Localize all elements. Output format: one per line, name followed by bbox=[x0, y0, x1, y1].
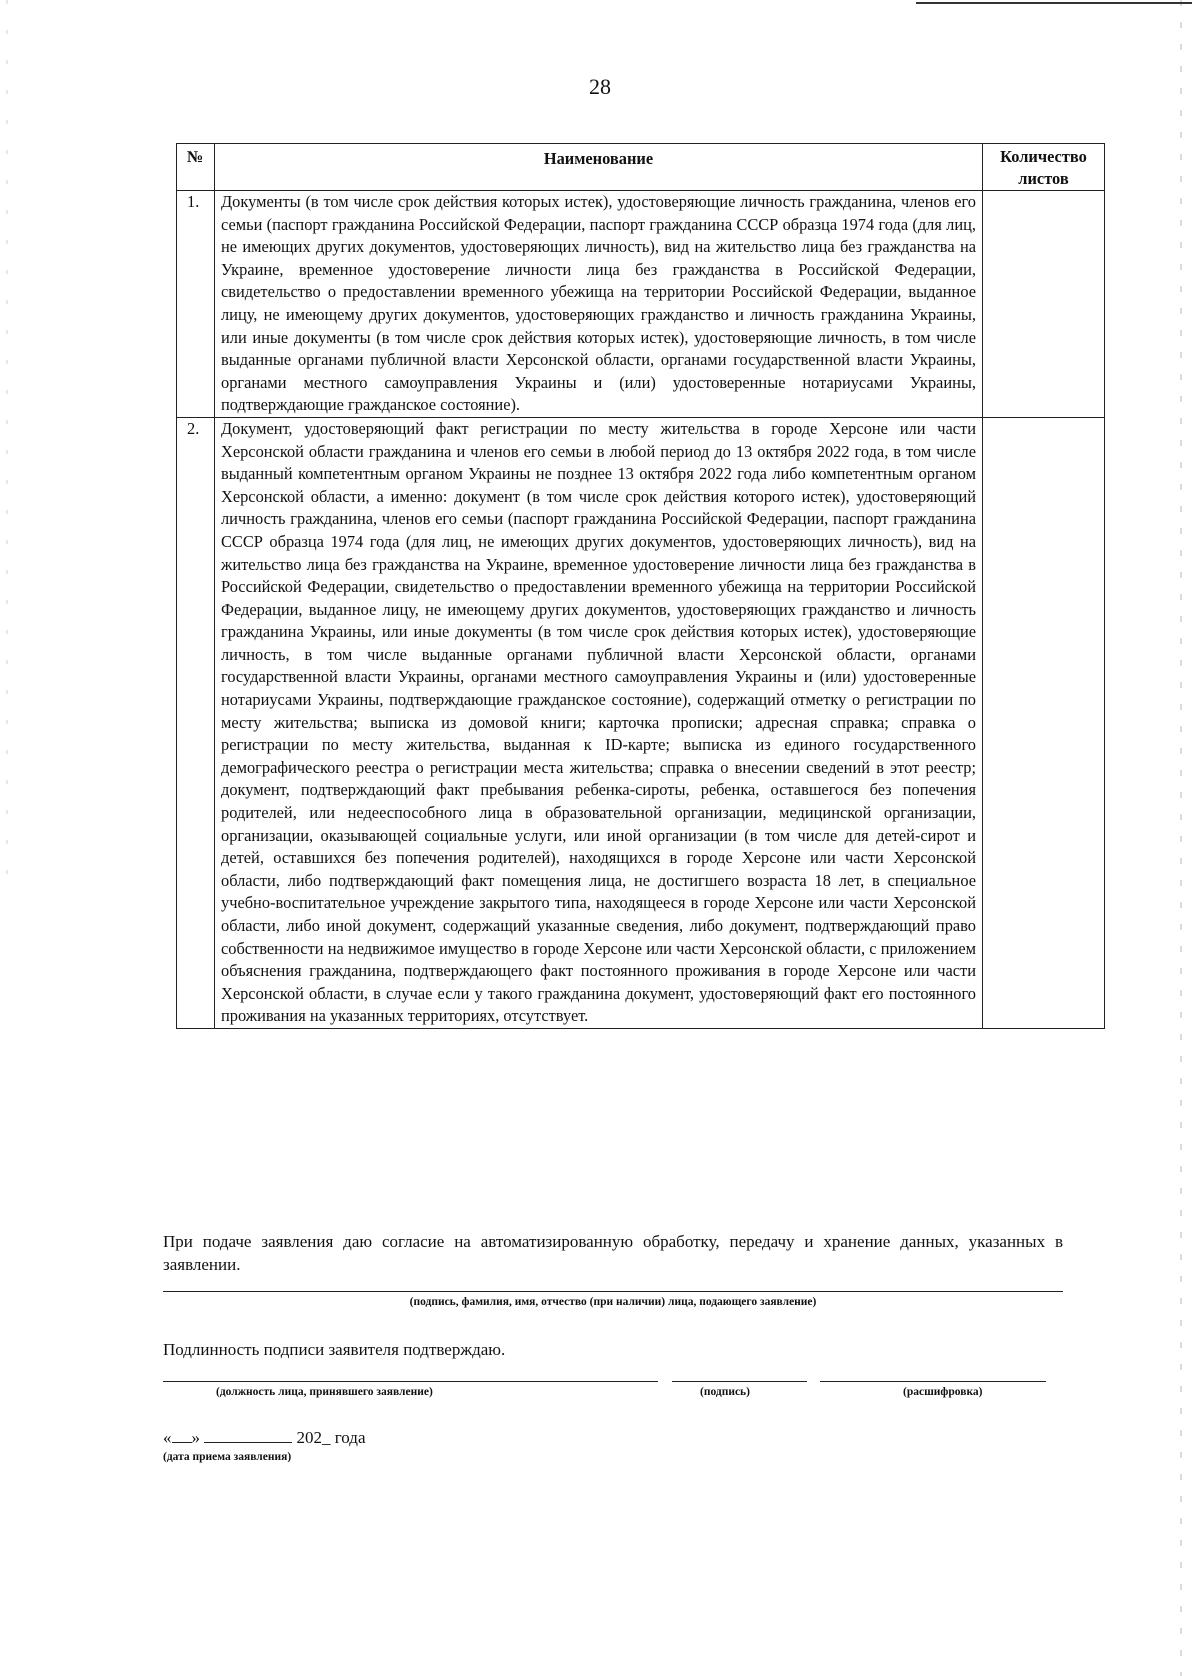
row-sheet-count[interactable] bbox=[983, 417, 1105, 1028]
decoding-line[interactable] bbox=[820, 1381, 1046, 1382]
signature-caption: (подпись) bbox=[700, 1386, 750, 1398]
date-year-text: 202_ года bbox=[296, 1428, 366, 1447]
applicant-signature-line[interactable] bbox=[163, 1291, 1063, 1292]
date-field bbox=[163, 1426, 366, 1448]
date-close-quote: » bbox=[191, 1428, 200, 1447]
row-number: 1. bbox=[177, 191, 215, 418]
applicant-signature-caption: (подпись, фамилия, имя, отчество (при наличии) лица, подающего заявление) bbox=[409, 1296, 817, 1308]
documents-table bbox=[176, 143, 1105, 1029]
day-blank[interactable] bbox=[172, 1426, 192, 1443]
signature-confirmation: Подлинность подписи заявителя подтверждаю. bbox=[163, 1340, 506, 1359]
header-name: Наименование bbox=[215, 144, 983, 191]
page-number: 28 bbox=[589, 74, 611, 99]
month-blank[interactable] bbox=[204, 1426, 292, 1443]
consent-statement: При подаче заявления даю согласие на автоматизированную обработку, передачу и хранение данных, указанных в заявлении. bbox=[163, 1232, 1063, 1274]
decoding-caption: (расшифровка) bbox=[903, 1386, 983, 1398]
date-caption: (дата приема заявления) bbox=[163, 1451, 292, 1463]
date-open-quote: « bbox=[163, 1428, 172, 1447]
row-document-description: Документ, удостоверяющий факт регистрации по месту жительства в городе Херсоне или части Херсонской области гражданина и членов его семьи в любой период до 13 октября 2022 года, в том числе выданный компетентным органом Украины не позднее 13 октября 2022 года либо компетентным органом Херсонской области, а именно: документ (в том числе срок действия которого истек), удостоверяющий личность гражданина, членов его семьи (паспорт гражданина Российской Федерации, паспорт гражданина СССР образца 1974 года (для лиц, не имеющих других документов, удостоверяющих личность), вид на жительство лица без гражданства на Украине, временное удостоверение личности лица без гражданства в Российской Федерации, свидетельство о предоставлении временного убежища на территории Российской Федерации, выданное лицу, не имеющему других документов, удостоверяющих гражданство и личность гражданина Украины, или иные документы (в том числе срок действия которых истек), удостоверяющие личность, в том числе выданные органами публичной власти Херсонской области, органами государственной власти Украины, органами местного самоуправления Украины и (или) удостоверенные нотариусами Украины, подтверждающие гражданское состояние), содержащий отметку о регистрации по месту жительства; выписка из домовой книги; карточка прописки; адресная справка; справка о регистрации по месту жительства, выданная к ID-карте; выписка из единого государственного демографического реестра о регистрации места жительства; справка о внесении сведений в этот реестр; документ, подтверждающий факт пребывания ребенка-сироты, ребенка, оставшегося без попечения родителей, или недееспособного лица в образовательной организации, медицинской организации, организации, оказывающей социальные услуги, или иной организации (в том числе для детей-сирот и детей, оставшихся без попечения родителей), находящихся в городе Херсоне или части Херсонской области, либо подтверждающий факт помещения лица, не достигшего возраста 18 лет, в специальное учебно-воспитательное учреждение закрытого типа, находящееся в городе Херсоне или части Херсонской области, либо иной документ, содержащий указанные сведения, либо документ, подтверждающий право собственности на недвижимое имущество в городе Херсоне или части Херсонской области, с приложением объяснения гражданина, подтверждающего факт постоянного проживания в городе Херсоне или части Херсонской области, в случае если у такого гражданина документ, удостоверяющий факт его постоянного проживания на указанных территориях, отсутствует. bbox=[215, 417, 983, 1028]
row-document-description: Документы (в том числе срок действия которых истек), удостоверяющие личность гражданина, членов его семьи (паспорт гражданина Российской Федерации, паспорт гражданина СССР образца 1974 года (для лиц, не имеющих других документов, удостоверяющих личность), вид на жительство лица без гражданства на Украине, временное удостоверение личности лица без гражданства в Российской Федерации, свидетельство о предоставлении временного убежища на территории Российской Федерации, выданное лицу, не имеющему других документов, удостоверяющих гражданство и личность гражданина Украины, или иные документы (в том числе срок действия которых истек), удостоверяющие личность, в том числе выданные органами публичной власти Херсонской области, органами государственной власти Украины, органами местного самоуправления Украины и (или) удостоверенные нотариусами Украины, подтверждающие гражданское состояние). bbox=[215, 191, 983, 418]
table-row bbox=[177, 191, 1105, 418]
position-line[interactable] bbox=[163, 1381, 658, 1382]
row-sheet-count[interactable] bbox=[983, 191, 1105, 418]
header-sheet-count: Количество листов bbox=[983, 144, 1105, 191]
row-number: 2. bbox=[177, 417, 215, 1028]
table-header-row bbox=[177, 144, 1105, 191]
scan-edge-artifact-right bbox=[1180, 0, 1182, 1676]
scan-edge-artifact-left bbox=[6, 0, 8, 900]
signature-line[interactable] bbox=[672, 1381, 807, 1382]
top-rule bbox=[916, 2, 1192, 4]
position-caption: (должность лица, принявшего заявление) bbox=[216, 1386, 433, 1398]
header-number: № bbox=[177, 144, 215, 191]
table-row bbox=[177, 417, 1105, 1028]
